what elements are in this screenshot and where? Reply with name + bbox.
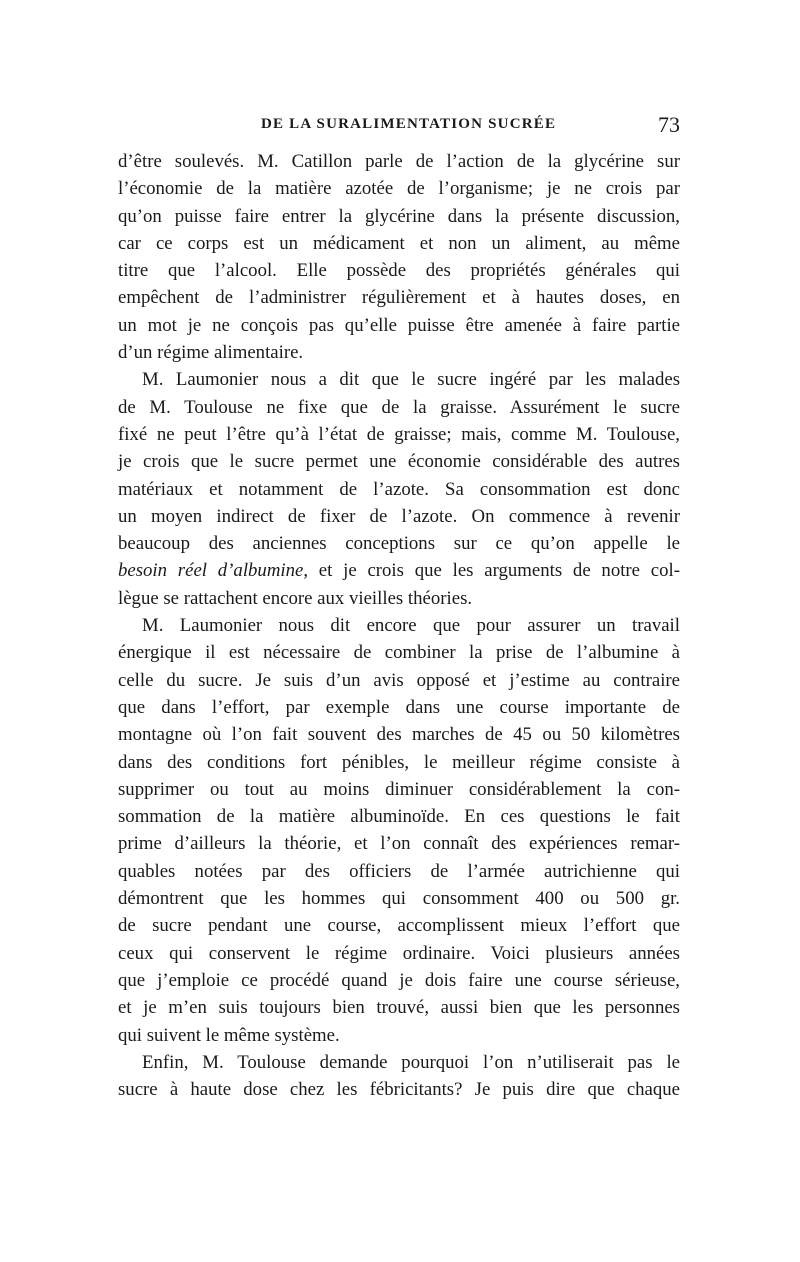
body-text	[118, 148, 680, 1103]
text-line: car ce corps est un médicament et non un aliment, au même	[118, 232, 680, 254]
text-line: d’un régime alimentaire.	[118, 342, 304, 364]
text-line: un mot je ne conçois pas qu’elle puisse être amenée à faire partie	[118, 314, 680, 336]
text-line: l’économie de la matière azotée de l’organisme; je ne crois par	[118, 178, 680, 200]
text-line: prime d’ailleurs la théorie, et l’on connaît des expériences remar-	[118, 833, 680, 855]
page-header	[118, 112, 680, 140]
text-line: d’être soulevés. M. Catillon parle de l’action de la glycérine sur	[118, 151, 680, 172]
text-line: beaucoup des anciennes conceptions sur ce qu’on appelle le	[118, 533, 680, 555]
text-line: qui suivent le même système.	[118, 1024, 340, 1046]
text-line: ceux qui conservent le régime ordinaire. Voici plusieurs années	[118, 942, 680, 964]
text-line: sommation de la matière albuminoïde. En ces questions le fait	[118, 806, 680, 828]
running-title: DE LA SURALIMENTATION SUCRÉE	[261, 116, 557, 132]
text-line: celle du sucre. Je suis d’un avis opposé et j’estime au contraire	[118, 669, 680, 691]
text-line: M. Laumonier nous a dit que le sucre ingéré par les malades	[142, 369, 680, 391]
text-line: qu’on puisse faire entrer la glycérine dans la présente discussion,	[118, 205, 680, 227]
text-line: Enfin, M. Toulouse demande pourquoi l’on n’utiliserait pas le	[142, 1051, 680, 1073]
text-line: fixé ne peut l’être qu’à l’état de graisse; mais, comme M. Toulouse,	[118, 423, 680, 445]
text-line: de sucre pendant une course, accomplissent mieux l’effort que	[118, 915, 680, 937]
text-line: démontrent que les hommes qui consomment 400 ou 500 gr.	[118, 888, 680, 910]
text-line: que dans l’effort, par exemple dans une course importante de	[118, 696, 680, 718]
page-number: 73	[658, 112, 680, 137]
text-line: et je m’en suis toujours bien trouvé, aussi bien que les personnes	[118, 997, 680, 1019]
text-line: sucre à haute dose chez les fébricitants? Je puis dire que chaque	[118, 1079, 680, 1101]
text-line: empêchent de l’administrer régulièrement et à hautes doses, en	[118, 287, 680, 309]
text-line: quables notées par des officiers de l’armée autrichienne qui	[118, 860, 680, 882]
text-line: que j’emploie ce procédé quand je dois faire une course sérieuse,	[118, 969, 680, 991]
text-line: matériaux et notamment de l’azote. Sa consommation est donc	[118, 478, 680, 500]
italic-phrase: besoin réel d’albumine	[118, 560, 304, 582]
text-line: supprimer ou tout au moins diminuer considérablement la con-	[118, 778, 680, 800]
text-line: je crois que le sucre permet une économie considérable des autres	[118, 451, 680, 473]
text-line: de M. Toulouse ne fixe que de la graisse. Assurément le sucre	[118, 396, 680, 418]
text-line	[118, 557, 680, 584]
text-line: énergique il est nécessaire de combiner la prise de l’albumine à	[118, 642, 680, 664]
text-line: dans des conditions fort pénibles, le meilleur régime consiste à	[118, 751, 680, 773]
text-line: lègue se rattachent encore aux vieilles théories.	[118, 587, 473, 609]
text-line: M. Laumonier nous dit encore que pour assurer un travail	[142, 615, 680, 637]
text-line: un moyen indirect de fixer de l’azote. On commence à revenir	[118, 505, 680, 527]
text-segment: , et je crois que les arguments de notre col-	[303, 560, 680, 582]
text-line: titre que l’alcool. Elle possède des propriétés générales qui	[118, 260, 680, 282]
text-line: montagne où l’on fait souvent des marches de 45 ou 50 kilomètres	[118, 724, 680, 746]
